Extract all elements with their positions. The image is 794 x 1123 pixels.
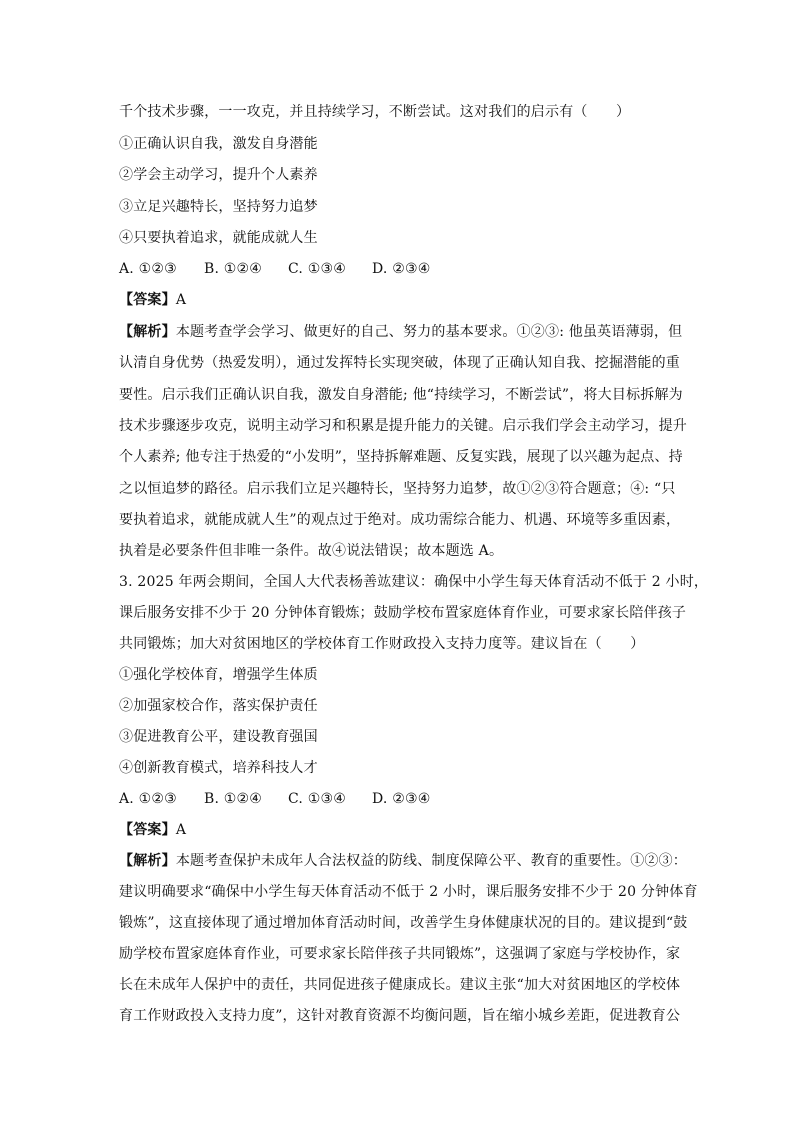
q2-analysis-line-4: 技术步骤逐步攻克，说明主动学习和积累是提升能力的关键。启示我们学会主动学习，提升 (119, 418, 687, 434)
q3-option-d: D. ②③④ (372, 791, 431, 807)
q2-analysis-line-7: 要执着追求，就能成就人生”的观点过于绝对。成功需综合能力、机遇、环境等多重因素， (119, 512, 681, 528)
q2-answer-value: A (175, 292, 187, 308)
q3-answer-label: 【答案】 (119, 822, 176, 838)
q3-stem-line-2: 课后服务安排不少于 20 分钟体育锻炼；鼓励学校布置家庭体育作业，可要求家长陪伴孩子 (119, 605, 687, 621)
q3-analysis-line-5: 长在未成年人保护中的责任，共同促进孩子健康成长。建议主张“加大对贫困地区的学校体 (119, 977, 681, 993)
q3-analysis-line-2: 建议明确要求“确保中小学生每天体育活动不低于 2 小时，课后服务安排不少于 20 分钟体育 (119, 884, 698, 900)
q2-item-3: ③立足兴趣特长，坚持努力追梦 (119, 199, 318, 215)
q2-options (119, 259, 679, 279)
q3-item-2: ②加强家校合作，落实保护责任 (119, 698, 318, 714)
q3-analysis-line-4: 励学校布置家庭体育作业，可要求家长陪伴孩子共同锻炼”，这强调了家庭与学校协作，家 (119, 946, 681, 962)
q3-answer-value: A (175, 822, 187, 838)
q3-option-a: A. ①②③ (119, 791, 177, 807)
q2-analysis-line-1 (119, 322, 683, 342)
q2-analysis-line-8: 执着是必要条件但非唯一条件。故④说法错误；故本题选 A。 (119, 543, 504, 559)
q2-answer (119, 290, 679, 310)
q2-analysis-text-1: 本题考查学会学习、做更好的自己、努力的基本要求。①②③: 他虽英语薄弱，但 (175, 324, 683, 340)
q3-analysis-label: 【解析】 (119, 853, 176, 869)
q3-stem-line-1: 3. 2025 年两会期间，全国人大代表杨善竑建议：确保中小学生每天体育活动不低于 2 小时， (119, 574, 709, 590)
q2-analysis-label: 【解析】 (119, 324, 176, 340)
q2-analysis-line-3: 要性。启示我们正确认识自我，激发自身潜能; 他“持续学习，不断尝试”，将大目标拆解为 (119, 387, 683, 403)
q2-analysis-line-6: 之以恒追梦的路径。启示我们立足兴趣特长，坚持努力追梦，故①②③符合题意；④: “只 (119, 481, 676, 497)
q2-item-1: ①正确认识自我，激发自身潜能 (119, 136, 318, 152)
q3-item-1: ①强化学校体育，增强学生体质 (119, 667, 318, 683)
q3-item-3: ③促进教育公平，建设教育强国 (119, 729, 318, 745)
q3-analysis-line-1 (119, 851, 688, 871)
q2-option-a: A. ①②③ (119, 261, 177, 277)
q2-option-d: D. ②③④ (372, 261, 431, 277)
q3-stem-line-3: 共同锻炼；加大对贫困地区的学校体育工作财政投入支持力度等。建议旨在（ ） (119, 636, 645, 652)
q3-analysis-line-3: 锻炼”，这直接体现了通过增加体育活动时间，改善学生身体健康状况的目的。建议提到“鼓 (119, 915, 688, 931)
q2-analysis-line-5: 个人素养; 他专注于热爱的“小发明”，坚持拆解难题、反复实践，展现了以兴趣为起点、持 (119, 449, 683, 465)
q3-item-4: ④创新教育模式，培养科技人才 (119, 760, 318, 776)
q2-option-c: C. ①③④ (288, 261, 346, 277)
q3-analysis-line-6: 育工作财政投入支持力度”，这针对教育资源不均衡问题，旨在缩小城乡差距，促进教育公 (119, 1008, 681, 1024)
q3-options (119, 789, 679, 809)
q2-item-2: ②学会主动学习，提升个人素养 (119, 167, 318, 183)
q3-option-b: B. ①②④ (204, 791, 263, 807)
q2-option-b: B. ①②④ (204, 261, 263, 277)
q2-answer-label: 【答案】 (119, 292, 176, 308)
q2-analysis-line-2: 认清自身优势（热爱发明），通过发挥特长实现突破，体现了正确认知自我、挖掘潜能的重 (119, 355, 680, 371)
q3-answer (119, 820, 679, 840)
q2-item-4: ④只要执着追求，就能成就人生 (119, 230, 318, 246)
q3-option-c: C. ①③④ (288, 791, 346, 807)
q3-analysis-text-1: 本题考查保护未成年人合法权益的防线、制度保障公平、教育的重要性。①②③： (175, 853, 688, 869)
q2-stem-tail: 千个技术步骤，一一攻克，并且持续学习，不断尝试。这对我们的启示有（ ） (119, 104, 631, 120)
